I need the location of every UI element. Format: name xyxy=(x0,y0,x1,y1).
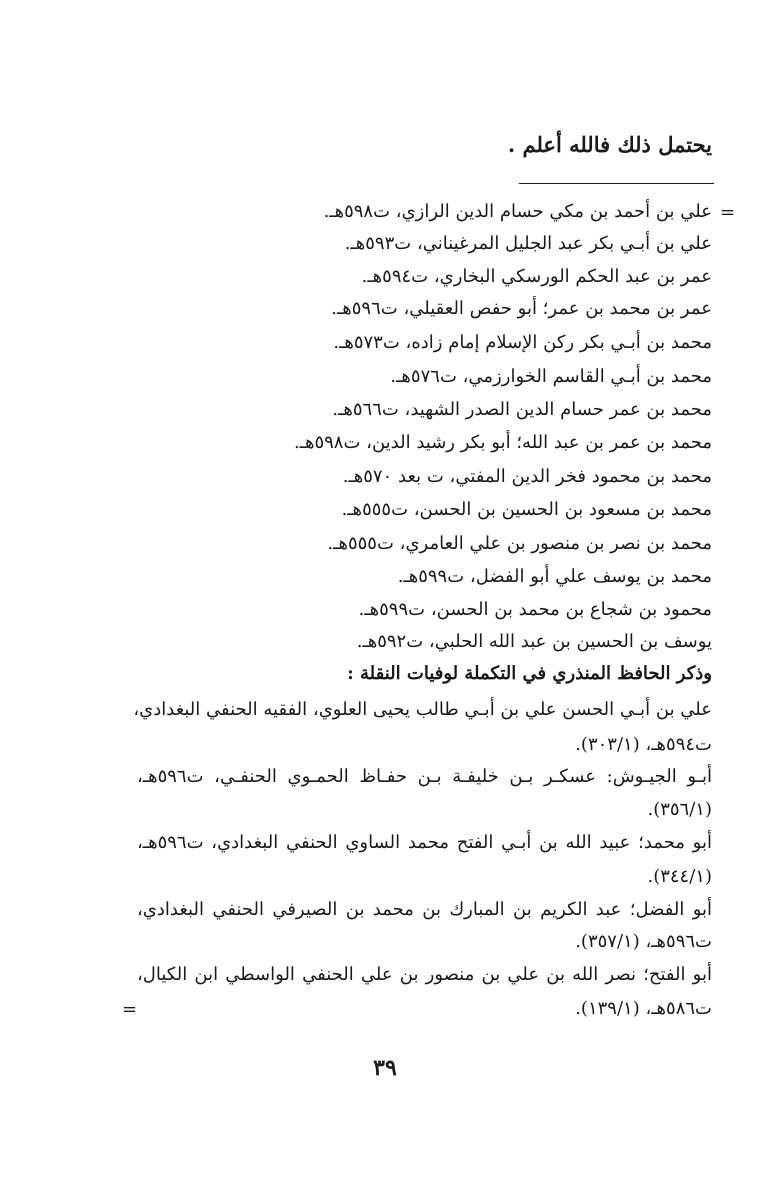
footnote-line-12: محمد بن يوسف علي أبو الفضل، ت٥٩٩هـ. xyxy=(397,566,712,587)
footnote-line-6: محمد بن أبـي القاسم الخوارزمي، ت٥٧٦هـ. xyxy=(390,366,712,387)
footnote-line-14: يوسف بن الحسين بن عبد الله الحلبي، ت٥٩٢هـ. xyxy=(356,631,712,652)
footnote-line-18: أبـو الجيـوش: عسكـر بـن خليفـة بـن حفـاظ الحمـوي الحنفـي، ت٥٩٦هـ، xyxy=(137,766,712,787)
footnote-line-2: علي بن أبـي بكر عبد الجليل المرغيناني، ت٥٩٣هـ. xyxy=(344,233,712,254)
footnote-line-19: (٣٥٦/١). xyxy=(647,799,712,820)
footnote-line-4: عمر بن محمد بن عمر؛ أبو حفص العقيلي، ت٥٩٦هـ. xyxy=(331,298,712,319)
footnote-line-22: أبو الفضل؛ عبد الكريم بن المبارك بن محمد بن الصيرفي الحنفي البغدادي، xyxy=(137,899,712,920)
footnote-line-5: محمد بن أبـي بكر ركن الإسلام إمام زاده، ت٥٧٣هـ. xyxy=(333,332,712,353)
footnote-line-1: علي بن أحمد بن مكي حسام الدين الرازي، ت٥٩٨هـ. xyxy=(323,201,712,222)
footnote-line-9: محمد بن محمود فخر الدين المفتي، ت بعد ٥٧٠هـ. xyxy=(342,466,712,487)
footnote-line-21: (٣٤٤/١). xyxy=(647,866,712,887)
footnote-line-17: ت٥٩٤هـ، (٣٠٣/١). xyxy=(575,734,712,755)
continuation-mark-bottom: = xyxy=(122,999,138,1020)
footnote-line-7: محمد بن عمر حسام الدين الصدر الشهيد، ت٥٦٦هـ. xyxy=(332,399,712,420)
footnote-section-heading: وذكر الحافظ المنذري في التكملة لوفيات النقلة : xyxy=(347,663,712,684)
footnote-line-16: علي بن أبـي الحسن علي بن أبـي طالب يحيى العلوي، الفقيه الحنفي البغدادي، xyxy=(133,699,712,720)
footnote-line-25: ت٥٨٦هـ، (١٣٩/١). xyxy=(575,998,712,1019)
footnote-separator-rule xyxy=(519,183,714,184)
footnote-line-10: محمد بن مسعود بن الحسين بن الحسن، ت٥٥٥هـ. xyxy=(341,499,712,520)
footnote-line-11: محمد بن نصر بن منصور بن علي العامري، ت٥٥٥هـ. xyxy=(327,533,712,554)
footnote-line-13: محمود بن شجاع بن محمد بن الحسن، ت٥٩٩هـ. xyxy=(358,599,712,620)
footnote-line-8: محمد بن عمر بن عبد الله؛ أبو بكر رشيد الدين، ت٥٩٨هـ. xyxy=(293,432,712,453)
footnote-line-20: أبو محمد؛ عبيد الله بن أبـي الفتح محمد الساوي الحنفي البغدادي، ت٥٩٦هـ، xyxy=(137,832,712,853)
continuation-mark-top: = xyxy=(720,202,736,223)
footnote-line-23: ت٥٩٦هـ، (٣٥٧/١). xyxy=(575,931,712,952)
page-number: ٣٩ xyxy=(373,1055,397,1081)
footnote-line-24: أبو الفتح؛ نصر الله بن علي بن منصور بن علي الحنفي الواسطي ابن الكيال، xyxy=(137,964,712,985)
continued-text-line: يحتمل ذلك فالله أعلم . xyxy=(507,132,712,157)
footnote-line-3: عمر بن عبد الحكم الورسكي البخاري، ت٥٩٤هـ. xyxy=(361,266,712,287)
